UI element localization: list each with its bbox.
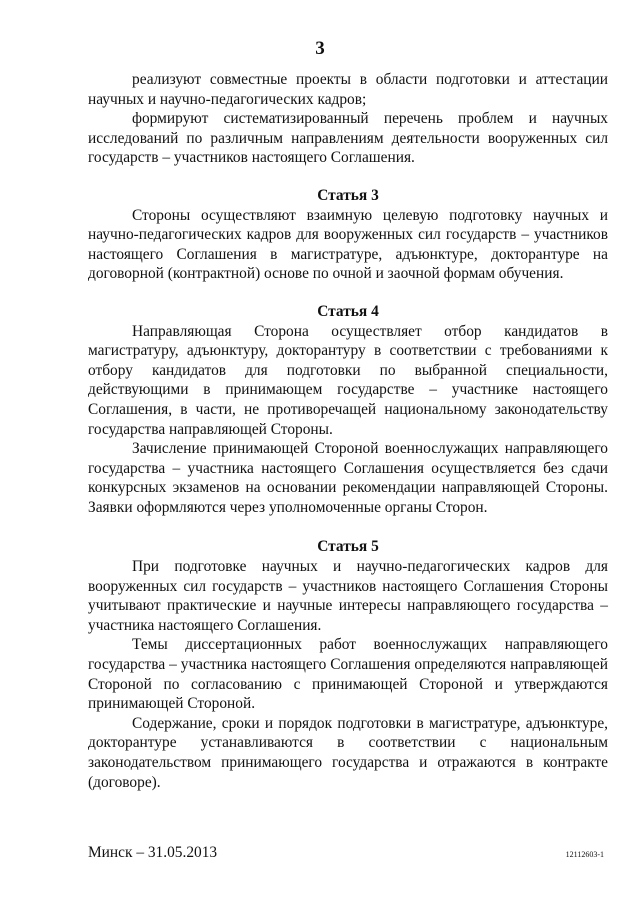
page-number: 3: [315, 38, 325, 59]
article-5-paragraph-3: Содержание, сроки и порядок подготовки в магистратуре, адъюнктуре, докторантуре устанавливаются в соответствии с национальным законодательством принимающего государства и отражаются в контракте (договоре).: [88, 714, 608, 791]
article-4-paragraph-1: Направляющая Сторона осуществляет отбор кандидатов в магистратуру, адъюнктуру, докторантуру в соответствии с требованиями к отбору кандидатов для подготовки по выбранной специальности, действующими в принимающем государстве – участнике настоящего Соглашения, в части, не противоречащей национальному законодательству государства направляющей Стороны.: [88, 322, 608, 438]
article-5-paragraph-2: Темы диссертационных работ военнослужащих направляющего государства – участника настоящего Соглашения определяются направляющей Стороной по согласованию с принимающей Стороной и утверждаются принимающей Стороной.: [88, 636, 608, 713]
article-4-heading: Статья 4: [317, 302, 379, 320]
intro-paragraph-2: формируют систематизированный перечень проблем и научных исследований по различным направлениям деятельности вооруженных сил государств – участников настоящего Соглашения.: [88, 110, 608, 167]
document-body: [88, 70, 608, 792]
footer-document-code: 12112603-1: [565, 850, 604, 859]
intro-paragraph-1: реализуют совместные проекты в области подготовки и аттестации научных и научно-педагогических кадров;: [88, 71, 608, 108]
article-4-paragraph-2: Зачисление принимающей Стороной военнослужащих направляющего государства – участника настоящего Соглашения осуществляется без сдачи конкурсных экзаменов на основании рекомендации направляющей Стороны. Заявки оформляются через уполномоченные органы Сторон.: [88, 440, 608, 516]
article-5-paragraph-1: При подготовке научных и научно-педагогических кадров для вооруженных сил государств – участников настоящего Соглашения Стороны учитывают практические и научные интересы направляющего государства – участника настоящего Соглашения.: [88, 558, 608, 634]
article-5-heading: Статья 5: [317, 538, 379, 556]
article-3-heading: Статья 3: [317, 186, 379, 204]
article-3-paragraph-1: Стороны осуществляют взаимную целевую подготовку научных и научно-педагогических кадров для вооруженных сил государств – участников настоящего Соглашения в магистратуре, адъюнктуре, докторантуре на договорной (контрактной) основе по очной и заочной формам обучения.: [88, 206, 608, 283]
footer-place-date: Минск – 31.05.2013: [88, 844, 218, 861]
